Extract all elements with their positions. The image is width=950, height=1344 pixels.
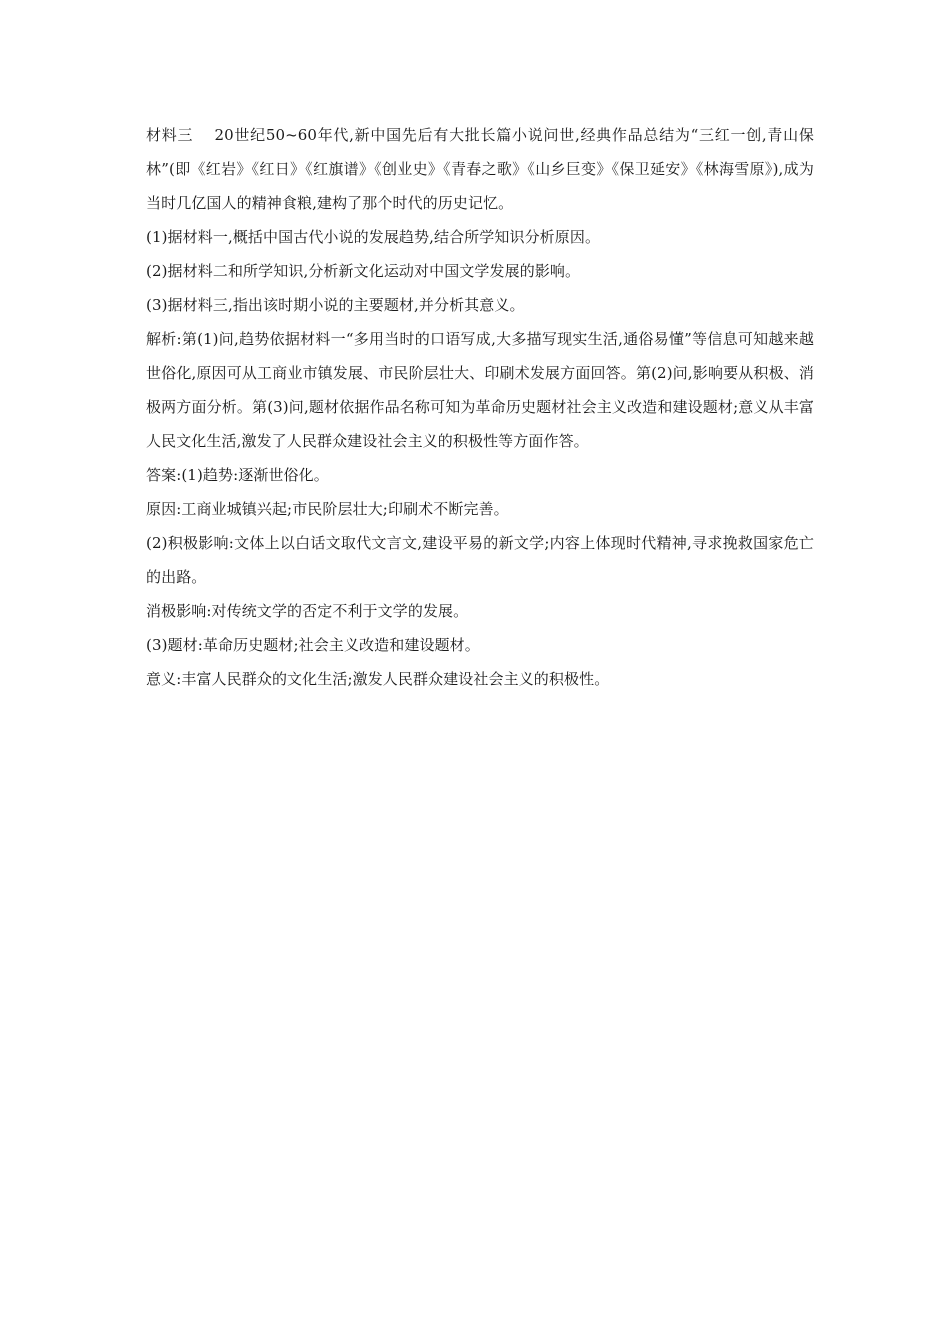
question-3: (3)据材料三,指出该时期小说的主要题材,并分析其意义。	[146, 296, 525, 314]
material-three-paragraph: 材料三 20世纪50~60年代,新中国先后有大批长篇小说问世,经典作品总结为“三红一创,青山保林”(即《红岩》《红日》《红旗谱》《创业史》《青春之歌》《山乡巨变》《保卫延安》《林海雪原》),成为当时几亿国人的精神食粮,建构了那个时代的历史记忆。	[146, 126, 814, 212]
document-body	[146, 118, 814, 696]
question-2: (2)据材料二和所学知识,分析新文化运动对中国文学发展的影响。	[146, 262, 581, 280]
question-1: (1)据材料一,概括中国古代小说的发展趋势,结合所学知识分析原因。	[146, 228, 601, 246]
answer-1-trend: 答案:(1)趋势:逐渐世俗化。	[146, 466, 329, 484]
answer-3-theme: (3)题材:革命历史题材;社会主义改造和建设题材。	[146, 636, 480, 654]
answer-2-negative: 消极影响:对传统文学的否定不利于文学的发展。	[146, 602, 469, 620]
analysis-paragraph: 解析:第(1)问,趋势依据材料一“多用当时的口语写成,大多描写现实生活,通俗易懂”等信息可知越来越世俗化,原因可从工商业市镇发展、市民阶层壮大、印刷术发展方面回答。第(2)问,影响要从积极、消极两方面分析。第(3)问,题材依据作品名称可知为革命历史题材社会主义改造和建设题材;意义从丰富人民文化生活,激发了人民群众建设社会主义的积极性等方面作答。	[146, 330, 814, 450]
answer-1-reason: 原因:工商业城镇兴起;市民阶层壮大;印刷术不断完善。	[146, 500, 509, 518]
answer-2-positive: (2)积极影响:文体上以白话文取代文言文,建设平易的新文学;内容上体现时代精神,寻求挽救国家危亡的出路。	[146, 534, 814, 586]
answer-3-meaning: 意义:丰富人民群众的文化生活;激发人民群众建设社会主义的积极性。	[146, 670, 610, 688]
